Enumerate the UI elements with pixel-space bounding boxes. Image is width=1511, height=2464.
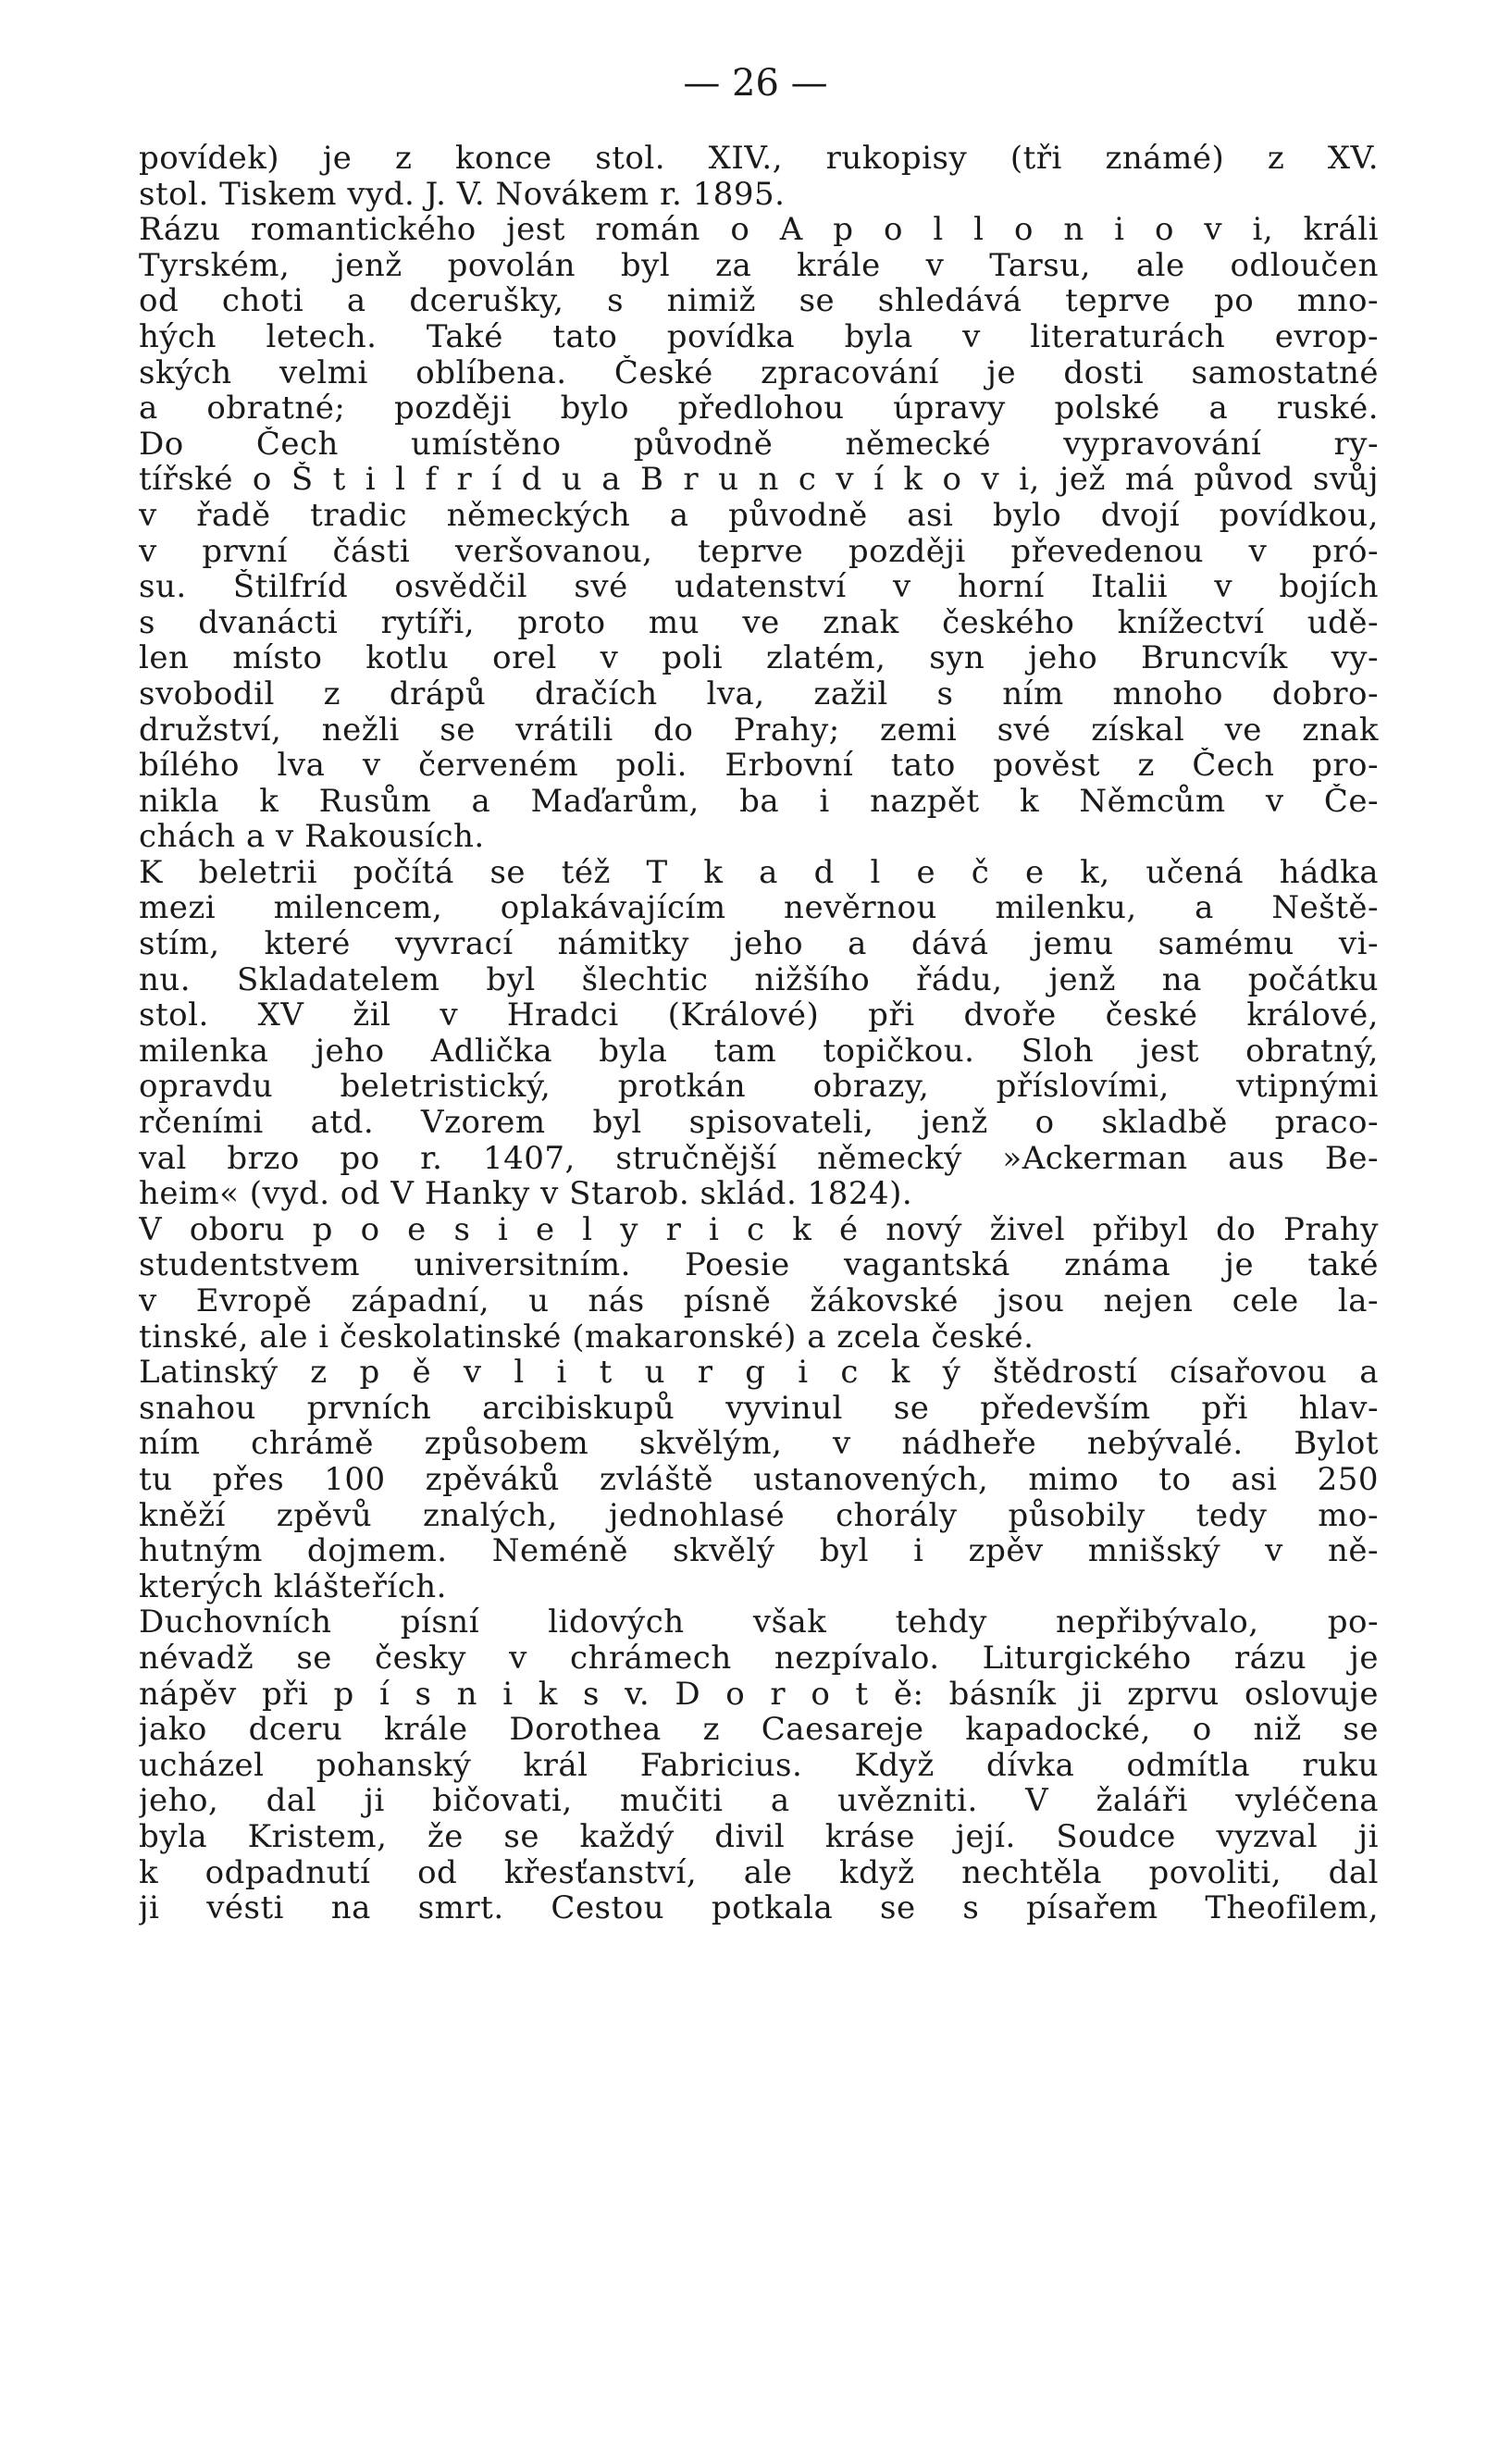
text-line: Latinský z p ě v l i t u r g i c k ý štědrostí císařovou a — [139, 1355, 1379, 1391]
text-line: nu. Skladatelem byl šlechtic nižšího řádu, jenž na počátku — [139, 961, 1379, 998]
text-line: K beletrii počítá se též T k a d l e č e k, učená hádka — [139, 854, 1379, 891]
text-line: milenka jeho Adlička byla tam topičkou. Sloh jest obratný, — [139, 1033, 1379, 1070]
text-line: hutným dojmem. Neméně skvělý byl i zpěv mnišský v ně- — [139, 1533, 1379, 1569]
text-line: tu přes 100 zpěváků zvláště ustanovených, mimo to asi 250 — [139, 1461, 1379, 1498]
text-line: heim« (vyd. od V Hanky v Starob. sklád. 1824). — [139, 1176, 913, 1212]
text-line: ním chrámě způsobem skvělým, v nádheře nebývalé. Bylot — [139, 1426, 1379, 1462]
text-line: v řadě tradic německých a původně asi bylo dvojí povídkou, — [139, 497, 1379, 534]
text-line: Do Čech umístěno původně německé vypravování ry- — [139, 426, 1379, 463]
text-line: hých letech. Také tato povídka byla v literaturách evrop- — [139, 318, 1379, 355]
text-line: névadž se česky v chrámech nezpívalo. Liturgického rázu je — [139, 1640, 1379, 1677]
text-line: byla Kristem, že se každý divil kráse její. Soudce vyzval ji — [139, 1818, 1379, 1855]
text-line: bílého lva v červeném poli. Erbovní tato pověst z Čech pro- — [139, 748, 1379, 784]
text-line: jeho, dal ji bičovati, mučiti a uvězniti. V žaláři vyléčena — [139, 1783, 1379, 1819]
text-line: opravdu beletristický, protkán obrazy, příslovími, vtipnými — [139, 1069, 1379, 1106]
text-line: kterých klášteřích. — [139, 1568, 447, 1605]
text-line: rčeními atd. Vzorem byl spisovateli, jenž o skladbě praco- — [139, 1105, 1379, 1141]
text-line: svobodil z drápů dračích lva, zažil s ním mnoho dobro- — [139, 675, 1379, 712]
text-line: k odpadnutí od křesťanství, ale když nechtěla povoliti, dal — [139, 1854, 1379, 1891]
text-line: su. Štilfríd osvědčil své udatenství v horní Italii v bojích — [139, 569, 1379, 605]
text-line: od choti a dcerušky, s nimiž se shledává teprve po mno- — [139, 283, 1379, 319]
text-line: stím, které vyvrací námitky jeho a dává jemu samému vi- — [139, 926, 1379, 962]
text-line: v první části veršovanou, teprve později převedenou v pró- — [139, 533, 1379, 570]
text-line: val brzo po r. 1407, stručnější německý »Ackerman aus Be- — [139, 1140, 1379, 1177]
text-line: ucházel pohanský král Fabricius. Když dívka odmítla ruku — [139, 1747, 1379, 1784]
text-line: kněží zpěvů znalých, jednohlasé chorály působily tedy mo- — [139, 1497, 1379, 1534]
text-line: Duchovních písní lidových však tehdy nepřibývalo, po- — [139, 1604, 1379, 1641]
text-line: chách a v Rakousích. — [139, 819, 485, 855]
text-line: snahou prvních arcibiskupů vyvinul se především při hlav- — [139, 1390, 1379, 1427]
body-text — [139, 141, 1379, 1926]
text-line: V oboru p o e s i e l y r i c k é nový živel přibyl do Prahy — [139, 1211, 1379, 1248]
text-line: tinské, ale i českolatinské (makaronské) a zcela české. — [139, 1319, 1034, 1356]
text-line: jako dceru krále Dorothea z Caesareje kapadocké, o niž se — [139, 1712, 1379, 1748]
text-line: ji vésti na smrt. Cestou potkala se s písařem Theofilem, — [139, 1890, 1379, 1926]
text-line: Tyrském, jenž povolán byl za krále v Tarsu, ale odloučen — [139, 247, 1379, 284]
text-line: Rázu romantického jest román o A p o l l o n i o v i, králi — [139, 212, 1379, 248]
text-line: len místo kotlu orel v poli zlatém, syn jeho Bruncvík vy- — [139, 640, 1379, 676]
text-line: mezi milencem, oplakávajícím nevěrnou milenku, a Neště- — [139, 890, 1379, 927]
text-line: studentstvem universitním. Poesie vagantská známa je také — [139, 1247, 1379, 1283]
text-line: s dvanácti rytíři, proto mu ve znak českého knížectví udě- — [139, 604, 1379, 641]
page-number: — 26 — — [683, 62, 828, 105]
text-line: ských velmi oblíbena. České zpracování je dosti samostatné — [139, 354, 1379, 391]
text-line: stol. XV žil v Hradci (Králové) při dvoře české králové, — [139, 997, 1379, 1034]
text-line: a obratné; později bylo předlohou úpravy polské a ruské. — [139, 390, 1379, 427]
text-line: nikla k Rusům a Maďarům, ba i nazpět k Němcům v Če- — [139, 783, 1379, 820]
text-line: družství, nežli se vrátili do Prahy; zemi své získal ve znak — [139, 712, 1379, 749]
text-line: nápěv při p í s n i k s v. D o r o t ě: básník ji zprvu oslovuje — [139, 1676, 1379, 1713]
text-line: stol. Tiskem vyd. J. V. Novákem r. 1895. — [139, 176, 786, 213]
text-line: povídek) je z konce stol. XIV., rukopisy (tři známé) z XV. — [139, 141, 1379, 177]
text-line: tířské o Š t i l f r í d u a B r u n c v í k o v i, jež má původ svůj — [139, 462, 1379, 498]
text-line: v Evropě západní, u nás písně žákovské jsou nejen cele la- — [139, 1283, 1379, 1319]
